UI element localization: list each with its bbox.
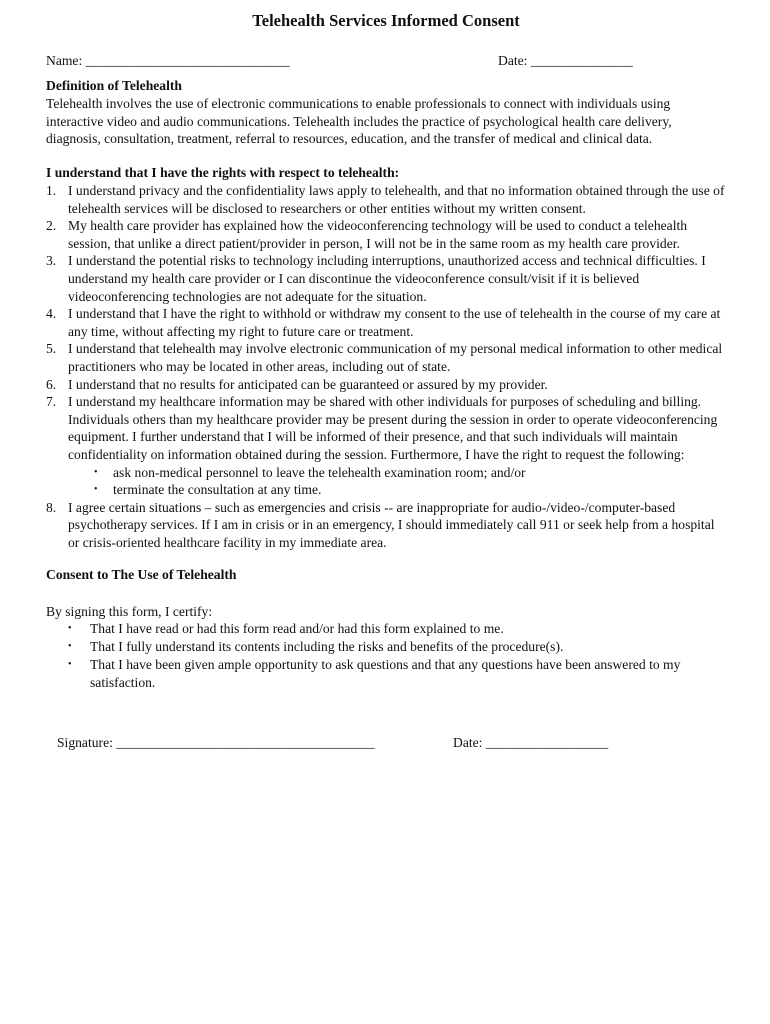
item-number: 4. [46,306,57,322]
item-number: 8. [46,499,57,515]
rights-item [46,499,726,552]
item-text: I understand that no results for anticipated can be guaranteed or assured by my provider. [68,376,548,392]
item-text: I understand that telehealth may involve electronic communication of my personal medical information to other medical practitioners who may be located in other areas, including out of state. [68,341,723,375]
rights-item [46,376,726,394]
item-number: 7. [46,394,57,410]
rights-item [46,217,726,252]
consent-heading: Consent to The Use of Telehealth [46,566,237,582]
definition-section [46,77,726,148]
list-item-text: That I have been given ample opportunity to ask questions and that any questions have been answered to my satisfaction. [90,657,681,691]
definition-text: Telehealth involves the use of electronic communications to enable professionals to connect with individuals using interactive video and audio communications. Telehealth includes the practice of psychological health care delivery, diagnosis, consultation, treatment, referral to resources, education, and the transfer of medical and clinical data. [46,96,672,147]
rights-list [46,182,726,551]
list-item [46,638,726,656]
list-item-text: That I have read or had this form read and/or had this form explained to me. [90,621,504,637]
list-item-text: That I fully understand its contents including the risks and benefits of the procedure(s). [90,639,564,655]
item-text: I understand the potential risks to technology including interruptions, unauthorized access and technical difficulties. I understand my health care provider or I can discontinue the videoconference consult/visit if it is believed videoconferencing technologies are not adequate for the situation. [68,253,706,304]
signature-row [46,735,726,755]
rights-item [46,393,726,499]
rights-item [46,252,726,305]
definition-heading: Definition of Telehealth [46,78,182,93]
rights-item [46,305,726,340]
name-field[interactable]: Name: ______________________________ [46,53,290,68]
bullet-icon: • [94,466,98,478]
list-item [46,656,726,692]
item-text: I understand that I have the right to withhold or withdraw my consent to the use of telehealth in the course of my care at any time, without affecting my right to future care or treatment. [68,306,721,339]
item-number: 6. [46,376,57,392]
date-field[interactable]: Date: _______________ [498,53,633,68]
rights-item [46,182,726,217]
item-number: 2. [46,218,57,234]
list-item-text: ask non-medical personnel to leave the telehealth examination room; and/or [113,464,526,480]
list-item [68,464,726,482]
bullet-icon: • [68,623,72,635]
rights-heading: I understand that I have the rights with respect to telehealth: [46,165,400,181]
bullet-icon: • [68,659,72,671]
item-number: 3. [46,253,57,269]
bullet-icon: • [94,484,98,496]
item-text: I understand my healthcare information may be shared with other individuals for purposes of scheduling and billing. Individuals others than my healthcare provider may be present during the session in order to operate videoconferencing equipment. I further understand that I will be informed of their presence, and that such individuals will maintain confidentiality on information obtained during the session. Furthermore, I have the right to request the following: [68,394,718,463]
name-date-row [46,53,726,77]
request-options-list [68,464,726,499]
item-text: I agree certain situations – such as emergencies and crisis -- are inappropriate for audio-/video-/computer-based psychotherapy services. If I am in crisis or in an emergency, I should immediately call 911 or seek help from a hospital or crisis-oriented healthcare facility in my immediate area. [68,499,715,550]
item-number: 5. [46,341,57,357]
certify-list [46,620,726,692]
item-number: 1. [46,183,57,199]
bullet-icon: • [68,641,72,653]
item-text: My health care provider has explained how the videoconferencing technology will be used to conduct a telehealth session, that unlike a direct patient/provider in person, I will not be in the same room as my health care provider. [68,218,688,251]
list-item [46,620,726,638]
rights-section [46,164,726,551]
consent-section [46,566,726,693]
document-title: Telehealth Services Informed Consent [252,11,520,30]
list-item [68,481,726,499]
item-text: I understand privacy and the confidentiality laws apply to telehealth, and that no information obtained through the use of telehealth services will be disclosed to researchers or other entities without my written consent. [68,183,725,216]
consent-intro: By signing this form, I certify: [46,603,213,619]
signature-date-field[interactable]: Date: __________________ [453,735,609,751]
signature-field[interactable]: Signature: ______________________________________ [57,735,375,751]
list-item-text: terminate the consultation at any time. [113,482,322,498]
rights-item [46,340,726,375]
